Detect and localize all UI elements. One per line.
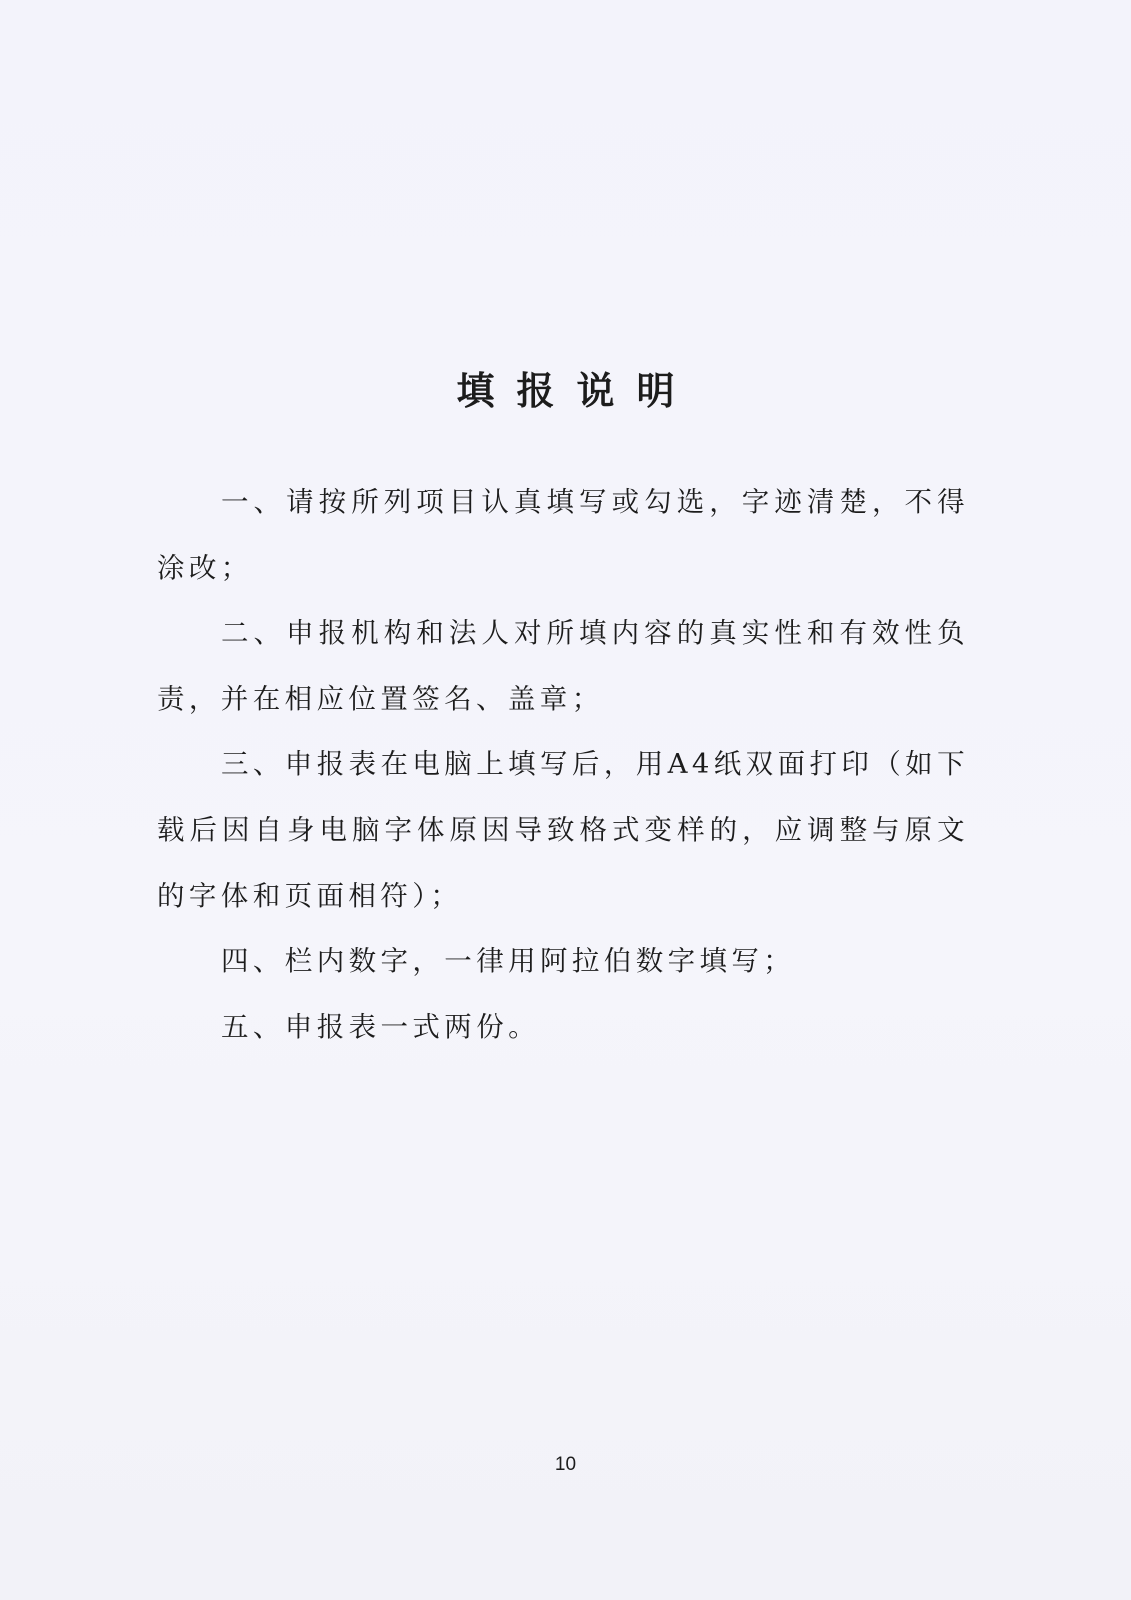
instruction-item-2: 二、申报机构和法人对所填内容的真实性和有效性负责，并在相应位置签名、盖章； [157, 617, 969, 715]
instruction-item-5: 五、申报表一式两份。 [221, 1010, 540, 1043]
instructions-body [157, 470, 969, 1060]
instruction-item-4: 四、栏内数字，一律用阿拉伯数字填写； [221, 945, 796, 978]
page-number: 10 [554, 1454, 577, 1475]
page-title: 填报说明 [456, 368, 697, 414]
instruction-item-3: 三、申报表在电脑上填写后，用A4纸双面打印（如下载后因自身电脑字体原因导致格式变样的，应调整与原文的字体和页面相符）； [157, 748, 969, 912]
instruction-item-1: 一、请按所列项目认真填写或勾选，字迹清楚，不得涂改； [157, 486, 969, 584]
